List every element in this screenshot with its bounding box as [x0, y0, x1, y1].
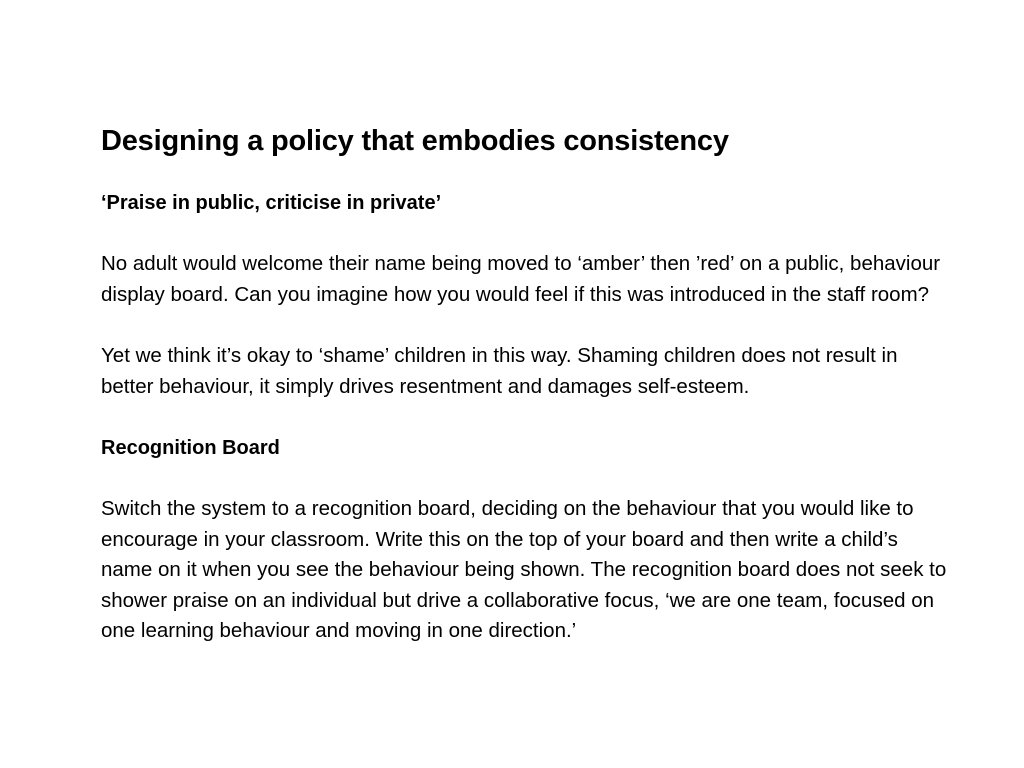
paragraph-shaming: Yet we think it’s okay to ‘shame’ children in this way. Shaming children does not result in better behaviour, it simply drives resentment and damages self-esteem.	[101, 343, 898, 398]
spacer	[101, 310, 951, 341]
spacer	[101, 402, 951, 433]
spacer	[101, 160, 951, 188]
spacer	[101, 219, 951, 250]
subheading-praise: ‘Praise in public, criticise in private’	[101, 192, 442, 214]
paragraph-adult-board: No adult would welcome their name being moved to ‘amber’ then ’red’ on a public, behaviour display board. Can you imagine how you would feel if this was introduced in the staff room?	[101, 252, 941, 306]
spacer	[101, 463, 951, 494]
subheading-recognition-board: Recognition Board	[101, 436, 280, 459]
paragraph-recognition-board: Switch the system to a recognition board, deciding on the behaviour that you would like to encourage in your classroom. Write this on the top of your board and then write a child’s name on it when you see the behaviour being shown. The recognition board does not seek to shower praise on an individual but drive a collaborative focus, ‘we are one team, focused on one learning behaviour and moving in one direction.’	[101, 496, 947, 643]
slide-title: Designing a policy that embodies consistency	[101, 125, 729, 157]
slide-content	[101, 122, 951, 647]
